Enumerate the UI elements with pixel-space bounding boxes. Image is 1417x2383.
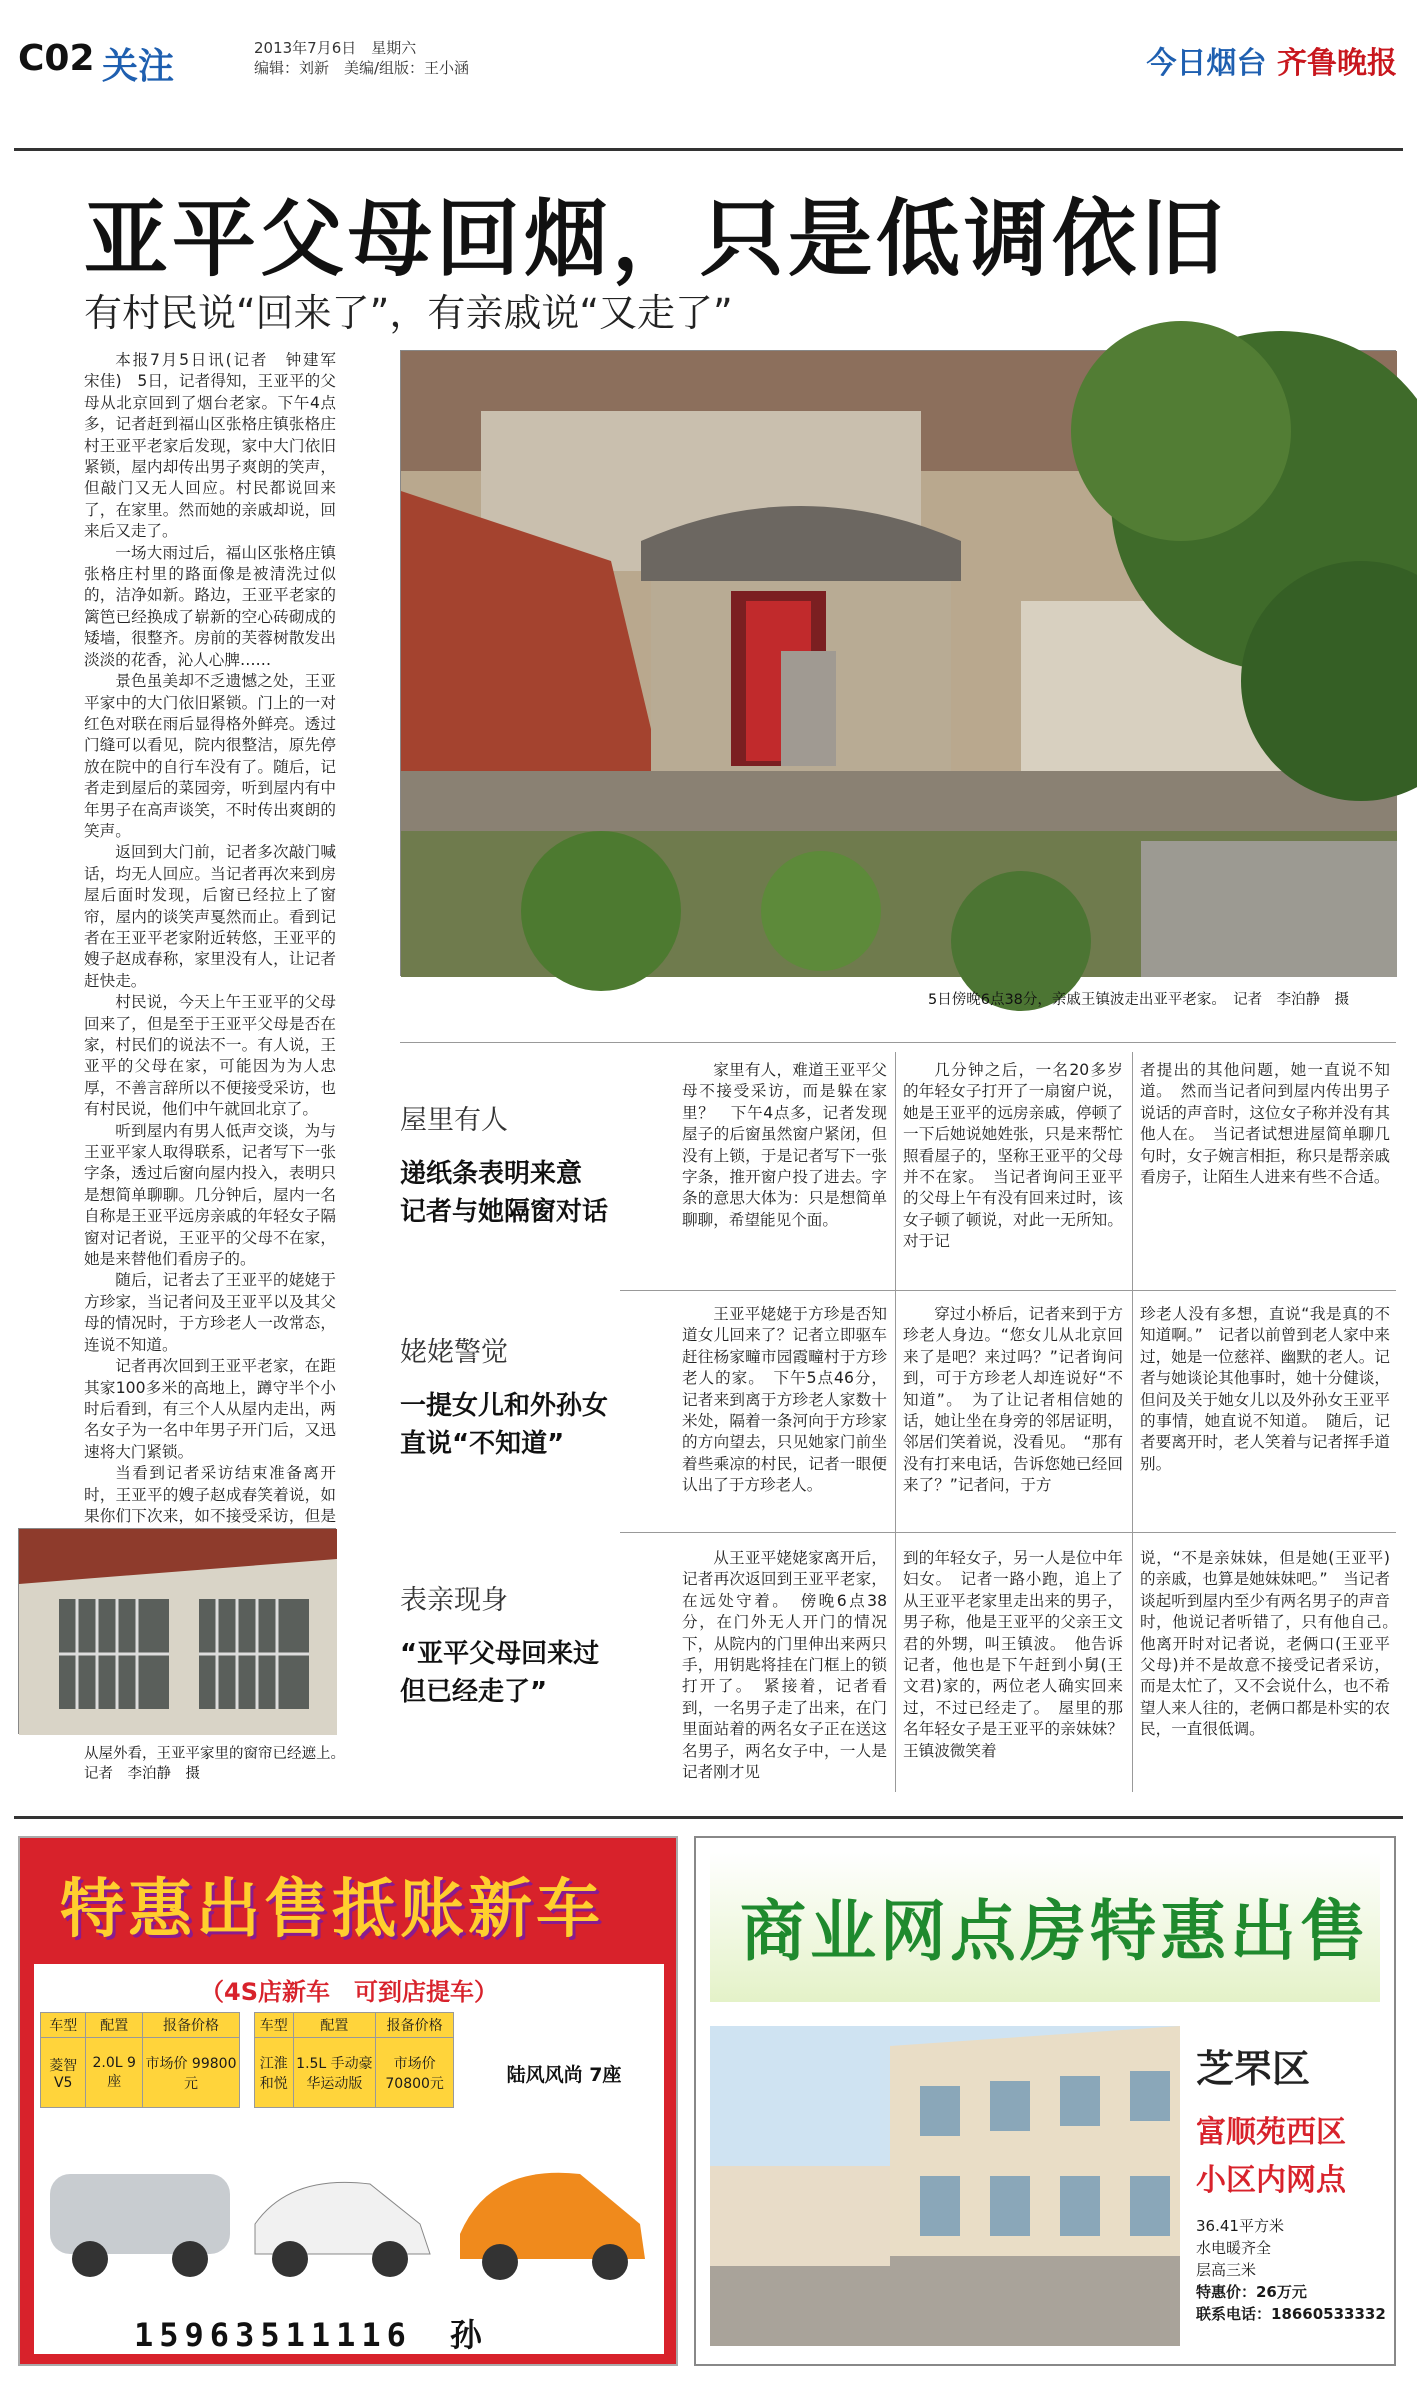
car-ad-phone: 15963511116 孙	[134, 2316, 488, 2354]
window-photo-illustration	[19, 1529, 337, 1735]
section-2-label: 姥姥警觉	[400, 1337, 508, 1368]
lead-paragraph: 村民说，今天上午王亚平的父母回来了，但是至于王亚平父母是否在家，村民们的说法不一。有人说，王亚平的父母在家，可能因为为人忠厚，不善言辞所以不便接受采访，也有村民说，他们中午就回北京了。	[84, 993, 336, 1119]
divider-2	[620, 1290, 1396, 1291]
property-phone: 联系电话：18660533332	[1196, 2305, 1386, 2323]
property-photo	[710, 2026, 1180, 2346]
car2-price: 市场价 70800元	[376, 2038, 454, 2108]
section-1-head	[400, 1098, 630, 1231]
section-2-head	[400, 1330, 630, 1463]
car2-config: 1.5L 手动豪华运动版	[293, 2038, 376, 2108]
section-2-title-1: 一提女儿和外孙女	[400, 1391, 609, 1421]
section-2-col-3: 珍老人没有多想，直说“我是真的不知道啊。” 记者以前曾到老人家中来过，她是一位慈祥、幽默的老人。记者与她谈论其他事时，她十分健谈，但问及关于她女儿以及外孙女王亚平的事情，她直说不知道。 随后，记者要离开时，老人笑着与记者挥手道别。	[1140, 1305, 1390, 1473]
car-ad-panel	[34, 1964, 664, 2354]
headline: 亚平父母回烟，只是低调依旧	[84, 190, 1229, 288]
page-number: C02	[18, 38, 95, 79]
car2-name: 江淮和悦	[255, 2038, 294, 2108]
car1-price: 市场价 99800元	[142, 2038, 239, 2108]
divider-top	[400, 1042, 1396, 1043]
lead-paragraph: 返回到大门前，记者多次敲门喊话，均无人回应。当记者再次来到房屋后面时发现，后窗已经拉上了窗帘，屋内的谈笑声戛然而止。看到记者在王亚平老家附近转悠，王亚平的嫂子赵成春称，家里没有人，让记者赶快走。	[84, 843, 336, 990]
section-1-col-1: 家里有人，难道王亚平父母不接受采访，而是躲在家里？ 下午4点多，记者发现屋子的后窗虽然窗户紧闭，但没有上锁，于是记者写下一张字条，推开窗户投了进去。字条的意思大体为：只是想简单聊聊，希望能见个面。	[682, 1061, 887, 1229]
th-price: 报备价格	[142, 2013, 239, 2038]
property-ad-title: 商业网点房特惠出售	[740, 1893, 1370, 1970]
lead-paragraph: 记者再次回到王亚平老家，在距其家100多米的高地上，蹲守半个小时后看到，有三个人从屋内走出，两名女子为一名中年男子开门后，又迅速将大门紧锁。	[84, 1357, 336, 1461]
property-price: 特惠价：26万元	[1196, 2283, 1307, 2301]
brand-logo: 齐鲁晚报	[1277, 46, 1397, 81]
car-promo: 陆风风尚 7座	[506, 2064, 622, 2086]
property-spec-1: 36.41平方米	[1196, 2217, 1284, 2235]
lead-paragraph: 当看到记者采访结束准备离开时，王亚平的嫂子赵成春笑着说，如果你们下次来，如不接受采访，但是	[84, 1464, 336, 1525]
section-3-col-2: 到的年轻女子，另一人是位中年妇女。 记者一路小跑，追上了从王亚平老家里走出来的男子，男子称，他是王亚平的父亲王文君的外甥，叫王镇波。 他告诉记者，他也是下午赶到小舅(王文君)家的，两位老人确实回来过，不过已经走了。 屋里的那名年轻女子是王亚平的亲妹妹？王镇波微笑着	[903, 1549, 1123, 1760]
section-3-col-1: 从王亚平姥姥家离开后，记者再次返回到王亚平老家，在远处守着。 傍晚6点38分，在门外无人开门的情况下，从院内的门里伸出来两只手，用钥匙将挂在门框上的锁打开了。 紧接着，记者看到，一名男子走了出来，在门里面站着的两名女子正在送这名男子，两名女子中，一人是记者刚才见	[682, 1549, 887, 1782]
ads-rule	[14, 1816, 1403, 1819]
car1-config: 2.0L 9座	[86, 2038, 143, 2108]
header-rule	[14, 148, 1403, 151]
main-photo-caption: 5日傍晚6点38分，亲戚王镇波走出亚平老家。 记者 李泊静 摄	[928, 992, 1350, 1008]
section-1-title-1: 递纸条表明来意	[400, 1159, 583, 1189]
divider-3	[620, 1532, 1396, 1533]
property-project-1: 富顺苑西区	[1196, 2115, 1346, 2150]
section-1-title-2: 记者与她隔窗对话	[400, 1197, 609, 1227]
property-info	[1196, 2038, 1386, 2325]
section-3-head	[400, 1578, 640, 1711]
car-table-2	[254, 2012, 454, 2108]
lead-paragraph: 听到屋内有男人低声交谈，为与王亚平家人取得联系，记者写下一张字条，透过后窗向屋内投入，表明只是想简单聊聊。几分钟后，屋内一名自称是王亚平远房亲戚的年轻女子隔窗对记者说，王亚平的父母不在家，她是来替他们看房子的。	[84, 1121, 336, 1269]
section-2-col-1: 王亚平姥姥于方珍是否知道女儿回来了？记者立即驱车赶往杨家疃市园霞疃村于方珍老人的家。 下午5点46分，记者来到离于方珍老人家数十米处，隔着一条河向于方珍家的方向望去，只见她家门前坐着些乘凉的村民，记者一眼便认出了于方珍老人。	[682, 1305, 887, 1495]
lead-paragraph: 随后，记者去了王亚平的姥姥于方珍家，当记者问及王亚平以及其父母的情况时，于方珍老人一改常态，连说不知道。	[84, 1271, 336, 1354]
date-line: 2013年7月6日 星期六	[254, 39, 417, 57]
th-model: 车型	[41, 2013, 86, 2038]
newspaper-brand	[1147, 38, 1397, 82]
property-spec-3: 层高三米	[1196, 2261, 1257, 2279]
section-2-col-2: 穿过小桥后，记者来到于方珍老人身边。“您女儿从北京回来了是吧？来过吗？”记者询问到，可于方珍老人却连说好“不知道”。 为了让记者相信她的话，她让坐在身旁的邻居证明，邻居们笑着说，没看见。 “那有没有打来电话，告诉您她已经回来了？”记者问，于方	[903, 1305, 1123, 1495]
property-district: 芝罘区	[1196, 2047, 1311, 2091]
th-price-2: 报备价格	[376, 2013, 454, 2038]
th-config-2: 配置	[293, 2013, 376, 2038]
column-rule-1	[895, 1052, 896, 1792]
section-1-col-2: 几分钟之后，一名20多岁的年轻女子打开了一扇窗户说，她是王亚平的远房亲戚，停顿了一下后她说她姓张，只是来帮忙照看屋子的，坚称王亚平的父母并不在家。 当记者询问王亚平的父母上午有没有回来过时，该女子顿了顿说，对此一无所知。对于记	[903, 1061, 1123, 1251]
property-sale-ad	[694, 1836, 1396, 2366]
car-images	[40, 2144, 660, 2294]
subheadline: 有村民说“回来了”，有亲戚说“又走了”	[84, 291, 733, 335]
section-3-label: 表亲现身	[400, 1585, 508, 1616]
section-3-col-3: 说，“不是亲妹妹，但是她(王亚平)的亲戚，也算是她妹妹吧。” 当记者谈起听到屋内至少有两名男子的声音时，他说记者听错了，只有他自己。 他离开时对记者说，老俩口(王亚平父母)并不是故意不接受记者采访，而是太忙了，又不会说什么，也不希望人来人往的，老俩口都是朴实的农民，一直很低调。	[1140, 1549, 1406, 1739]
section-title: 关注	[102, 46, 175, 87]
section-1-col-3: 者提出的其他问题，她一直说不知道。 然而当记者问到屋内传出男子说话的声音时，这位女子称并没有其他人在。 当记者试想进屋简单聊几句时，女子婉言相拒，称只是帮亲戚看房子，让陌生人进来有些不合适。	[1140, 1061, 1390, 1187]
section-3-title-2: 但已经走了”	[400, 1677, 548, 1707]
car-sale-ad	[18, 1836, 678, 2366]
window-photo	[18, 1528, 336, 1734]
property-spec-2: 水电暖齐全	[1196, 2239, 1272, 2257]
th-model-2: 车型	[255, 2013, 294, 2038]
car-table-1	[40, 2012, 240, 2108]
window-photo-caption: 从屋外看，王亚平家里的窗帘已经遮上。 记者 李泊静 摄	[84, 1746, 353, 1782]
property-project-2: 小区内网点	[1196, 2163, 1346, 2198]
car-ad-subtitle: （4S店新车 可到店提车）	[200, 1978, 498, 2006]
lead-paragraph: 一场大雨过后，福山区张格庄镇张格庄村里的路面像是被清洗过似的，洁净如新。路边，王亚平老家的篱笆已经换成了崭新的空心砖砌成的矮墙，很整齐。房前的芙蓉树散发出淡淡的花香，沁人心脾……	[84, 543, 336, 669]
lead-paragraph: 本报7月5日讯(记者 钟建军 宋佳) 5日，记者得知，王亚平的父母从北京回到了烟台老家。下午4点多，记者赶到福山区张格庄镇张格庄村王亚平老家后发现，家中大门依旧紧锁，屋内却传出男子爽朗的笑声，但敲门又无人回应。村民都说回来了，在家里。然而她的亲戚却说，回来后又走了。	[84, 351, 352, 541]
editor-line: 编辑：刘新 美编/组版：王小涵	[254, 59, 470, 77]
section-3-title-1: “亚平父母回来过	[400, 1639, 600, 1669]
issue-meta	[254, 38, 469, 78]
column-rule-2	[1132, 1052, 1133, 1792]
lead-paragraph: 景色虽美却不乏遗憾之处，王亚平家中的大门依旧紧锁。门上的一对红色对联在雨后显得格外鲜亮。透过门缝可以看见，院内很整洁，原先停放在院中的自行车没有了。随后，记者走到屋后的菜园旁，听到屋内有中年男子在高声谈笑，不时传出爽朗的笑声。	[84, 672, 336, 840]
car-ad-title: 特惠出售抵账新车	[60, 1873, 604, 1947]
main-photo	[400, 350, 1396, 976]
th-config: 配置	[86, 2013, 143, 2038]
brand-local: 今日烟台	[1146, 46, 1267, 81]
section-2-title-2: 直说“不知道”	[400, 1429, 565, 1459]
section-1-label: 屋里有人	[400, 1105, 508, 1136]
house-photo-illustration	[401, 351, 1397, 977]
car1-name: 菱智V5	[41, 2038, 86, 2108]
article-lead-column	[84, 350, 352, 1525]
